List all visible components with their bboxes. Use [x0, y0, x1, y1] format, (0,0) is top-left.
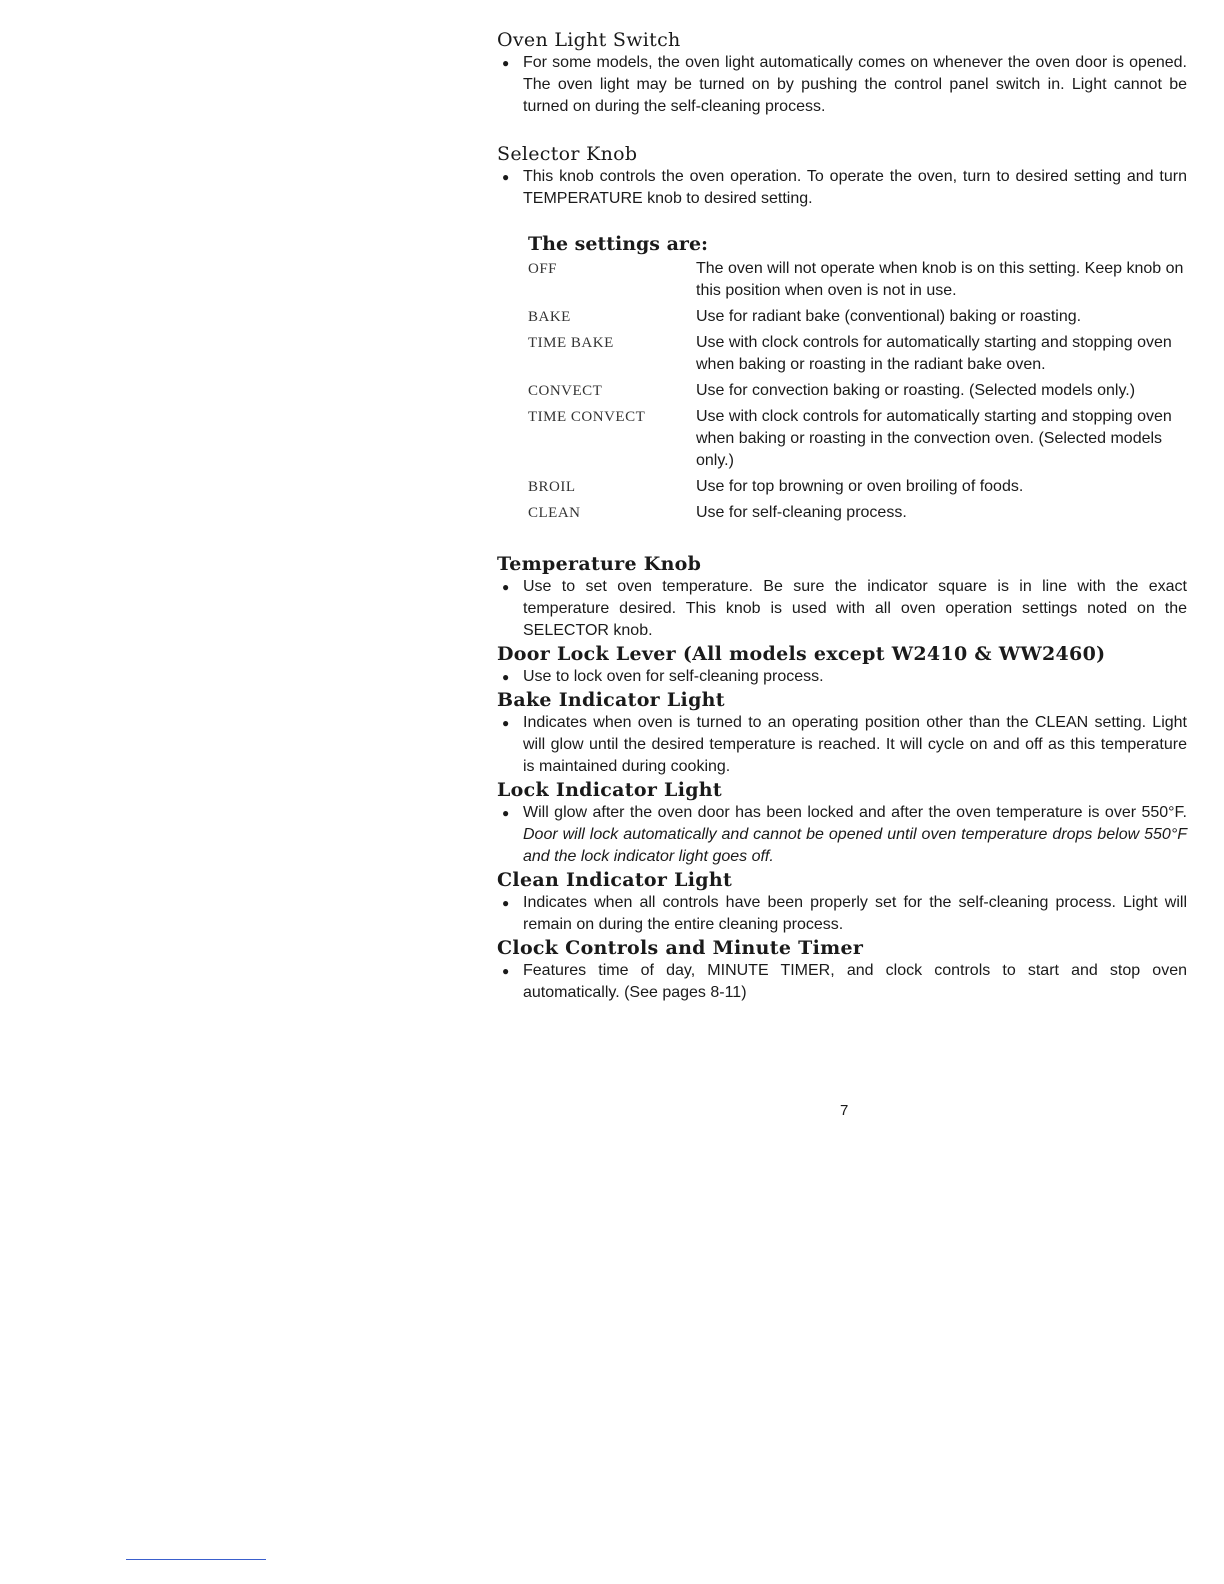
bullet-icon: ● [502, 580, 510, 594]
bullet-item [497, 666, 1187, 688]
bullet-text: Use to set oven temperature. Be sure the indicator square is in line with the exact temperature desired. This knob is used with all oven operation settings noted on the SELECTOR knob. [523, 578, 1187, 639]
bullet-item [497, 892, 1187, 936]
bullet-icon: ● [502, 56, 510, 70]
section-heading: Clean Indicator Light [497, 869, 733, 891]
bullet-text: Indicates when all controls have been properly set for the self-cleaning process. Light will remain on during the entire cleaning process. [523, 894, 1187, 933]
setting-description: Use with clock controls for automatically starting and stopping oven when baking or roasting in the radiant bake oven. [696, 334, 1172, 373]
bullet-icon: ● [502, 170, 510, 184]
section-bake-indicator-light [497, 688, 1187, 778]
setting-description: Use for radiant bake (conventional) baking or roasting. [696, 308, 1082, 325]
setting-row-time-bake [528, 332, 1187, 376]
setting-row-time-convect [528, 406, 1187, 472]
bullet-item [497, 960, 1187, 1004]
bullet-item [497, 712, 1187, 778]
setting-row-broil [528, 476, 1187, 498]
setting-row-clean [528, 502, 1187, 524]
bullet-text: For some models, the oven light automatically comes on whenever the oven door is opened. The oven light may be turned on by pushing the control panel switch in. Light cannot be turned on during the self-cleaning process. [523, 54, 1187, 115]
bullet-icon: ● [502, 670, 510, 684]
setting-description: The oven will not operate when knob is on this setting. Keep knob on this position when oven is not in use. [696, 260, 1184, 299]
setting-row-bake [528, 306, 1187, 328]
bullet-icon: ● [502, 964, 510, 978]
section-selector-knob [497, 142, 1187, 210]
bullet-text [523, 802, 1187, 868]
setting-row-off [528, 258, 1187, 302]
section-heading: Bake Indicator Light [497, 689, 725, 711]
section-heading: Lock Indicator Light [497, 779, 722, 801]
manual-page [497, 28, 1187, 1004]
bullet-icon: ● [502, 896, 510, 910]
section-heading: Selector Knob [497, 143, 638, 165]
bullet-text: Use to lock oven for self-cleaning process. [523, 668, 824, 685]
section-heading: Clock Controls and Minute Timer [497, 937, 864, 959]
bullet-icon: ● [502, 806, 510, 820]
setting-name: TIME CONVECT [528, 409, 646, 425]
settings-title: The settings are: [528, 233, 709, 255]
bullet-item [497, 576, 1187, 642]
setting-name: CONVECT [528, 383, 603, 399]
bullet-item [497, 52, 1187, 118]
footer-rule [126, 1559, 266, 1560]
setting-description: Use for convection baking or roasting. (Selected models only.) [696, 382, 1136, 399]
bullet-text: Indicates when oven is turned to an operating position other than the CLEAN setting. Light will glow until the desired temperature is reached. It will cycle on and off as this temperature is maintained during cooking. [523, 714, 1187, 775]
bullet-text-italic: Door will lock automatically and cannot be opened until oven temperature drops below 550°F and the lock indicator light goes off. [523, 826, 1187, 865]
setting-name: CLEAN [528, 505, 581, 521]
section-clean-indicator-light [497, 868, 1187, 936]
bullet-text: Features time of day, MINUTE TIMER, and clock controls to start and stop oven automatically. (See pages 8-11) [523, 962, 1187, 1001]
setting-name: OFF [528, 261, 558, 277]
page-number: 7 [840, 1102, 849, 1119]
bullet-item [497, 802, 1187, 868]
bullet-text: This knob controls the oven operation. To operate the oven, turn to desired setting and turn TEMPERATURE knob to desired setting. [523, 168, 1187, 207]
settings-table [528, 232, 1187, 524]
setting-name: BAKE [528, 309, 571, 325]
section-oven-light-switch [497, 28, 1187, 118]
section-clock-controls [497, 936, 1187, 1004]
setting-description: Use with clock controls for automatically starting and stopping oven when baking or roasting in the convection oven. (Selected models only.) [696, 408, 1172, 469]
setting-name: BROIL [528, 479, 576, 495]
setting-description: Use for self-cleaning process. [696, 504, 907, 521]
bullet-text-regular: Will glow after the oven door has been locked and after the oven temperature is over 550°F. [523, 804, 1187, 821]
section-door-lock-lever [497, 642, 1187, 688]
section-heading: Temperature Knob [497, 553, 702, 575]
setting-row-convect [528, 380, 1187, 402]
section-lock-indicator-light [497, 778, 1187, 868]
section-heading: Door Lock Lever (All models except W2410 & WW2460) [497, 643, 1106, 665]
setting-name: TIME BAKE [528, 335, 614, 351]
section-temperature-knob [497, 552, 1187, 642]
setting-description: Use for top browning or oven broiling of foods. [696, 478, 1024, 495]
section-heading: Oven Light Switch [497, 29, 681, 51]
bullet-item [497, 166, 1187, 210]
bullet-icon: ● [502, 716, 510, 730]
